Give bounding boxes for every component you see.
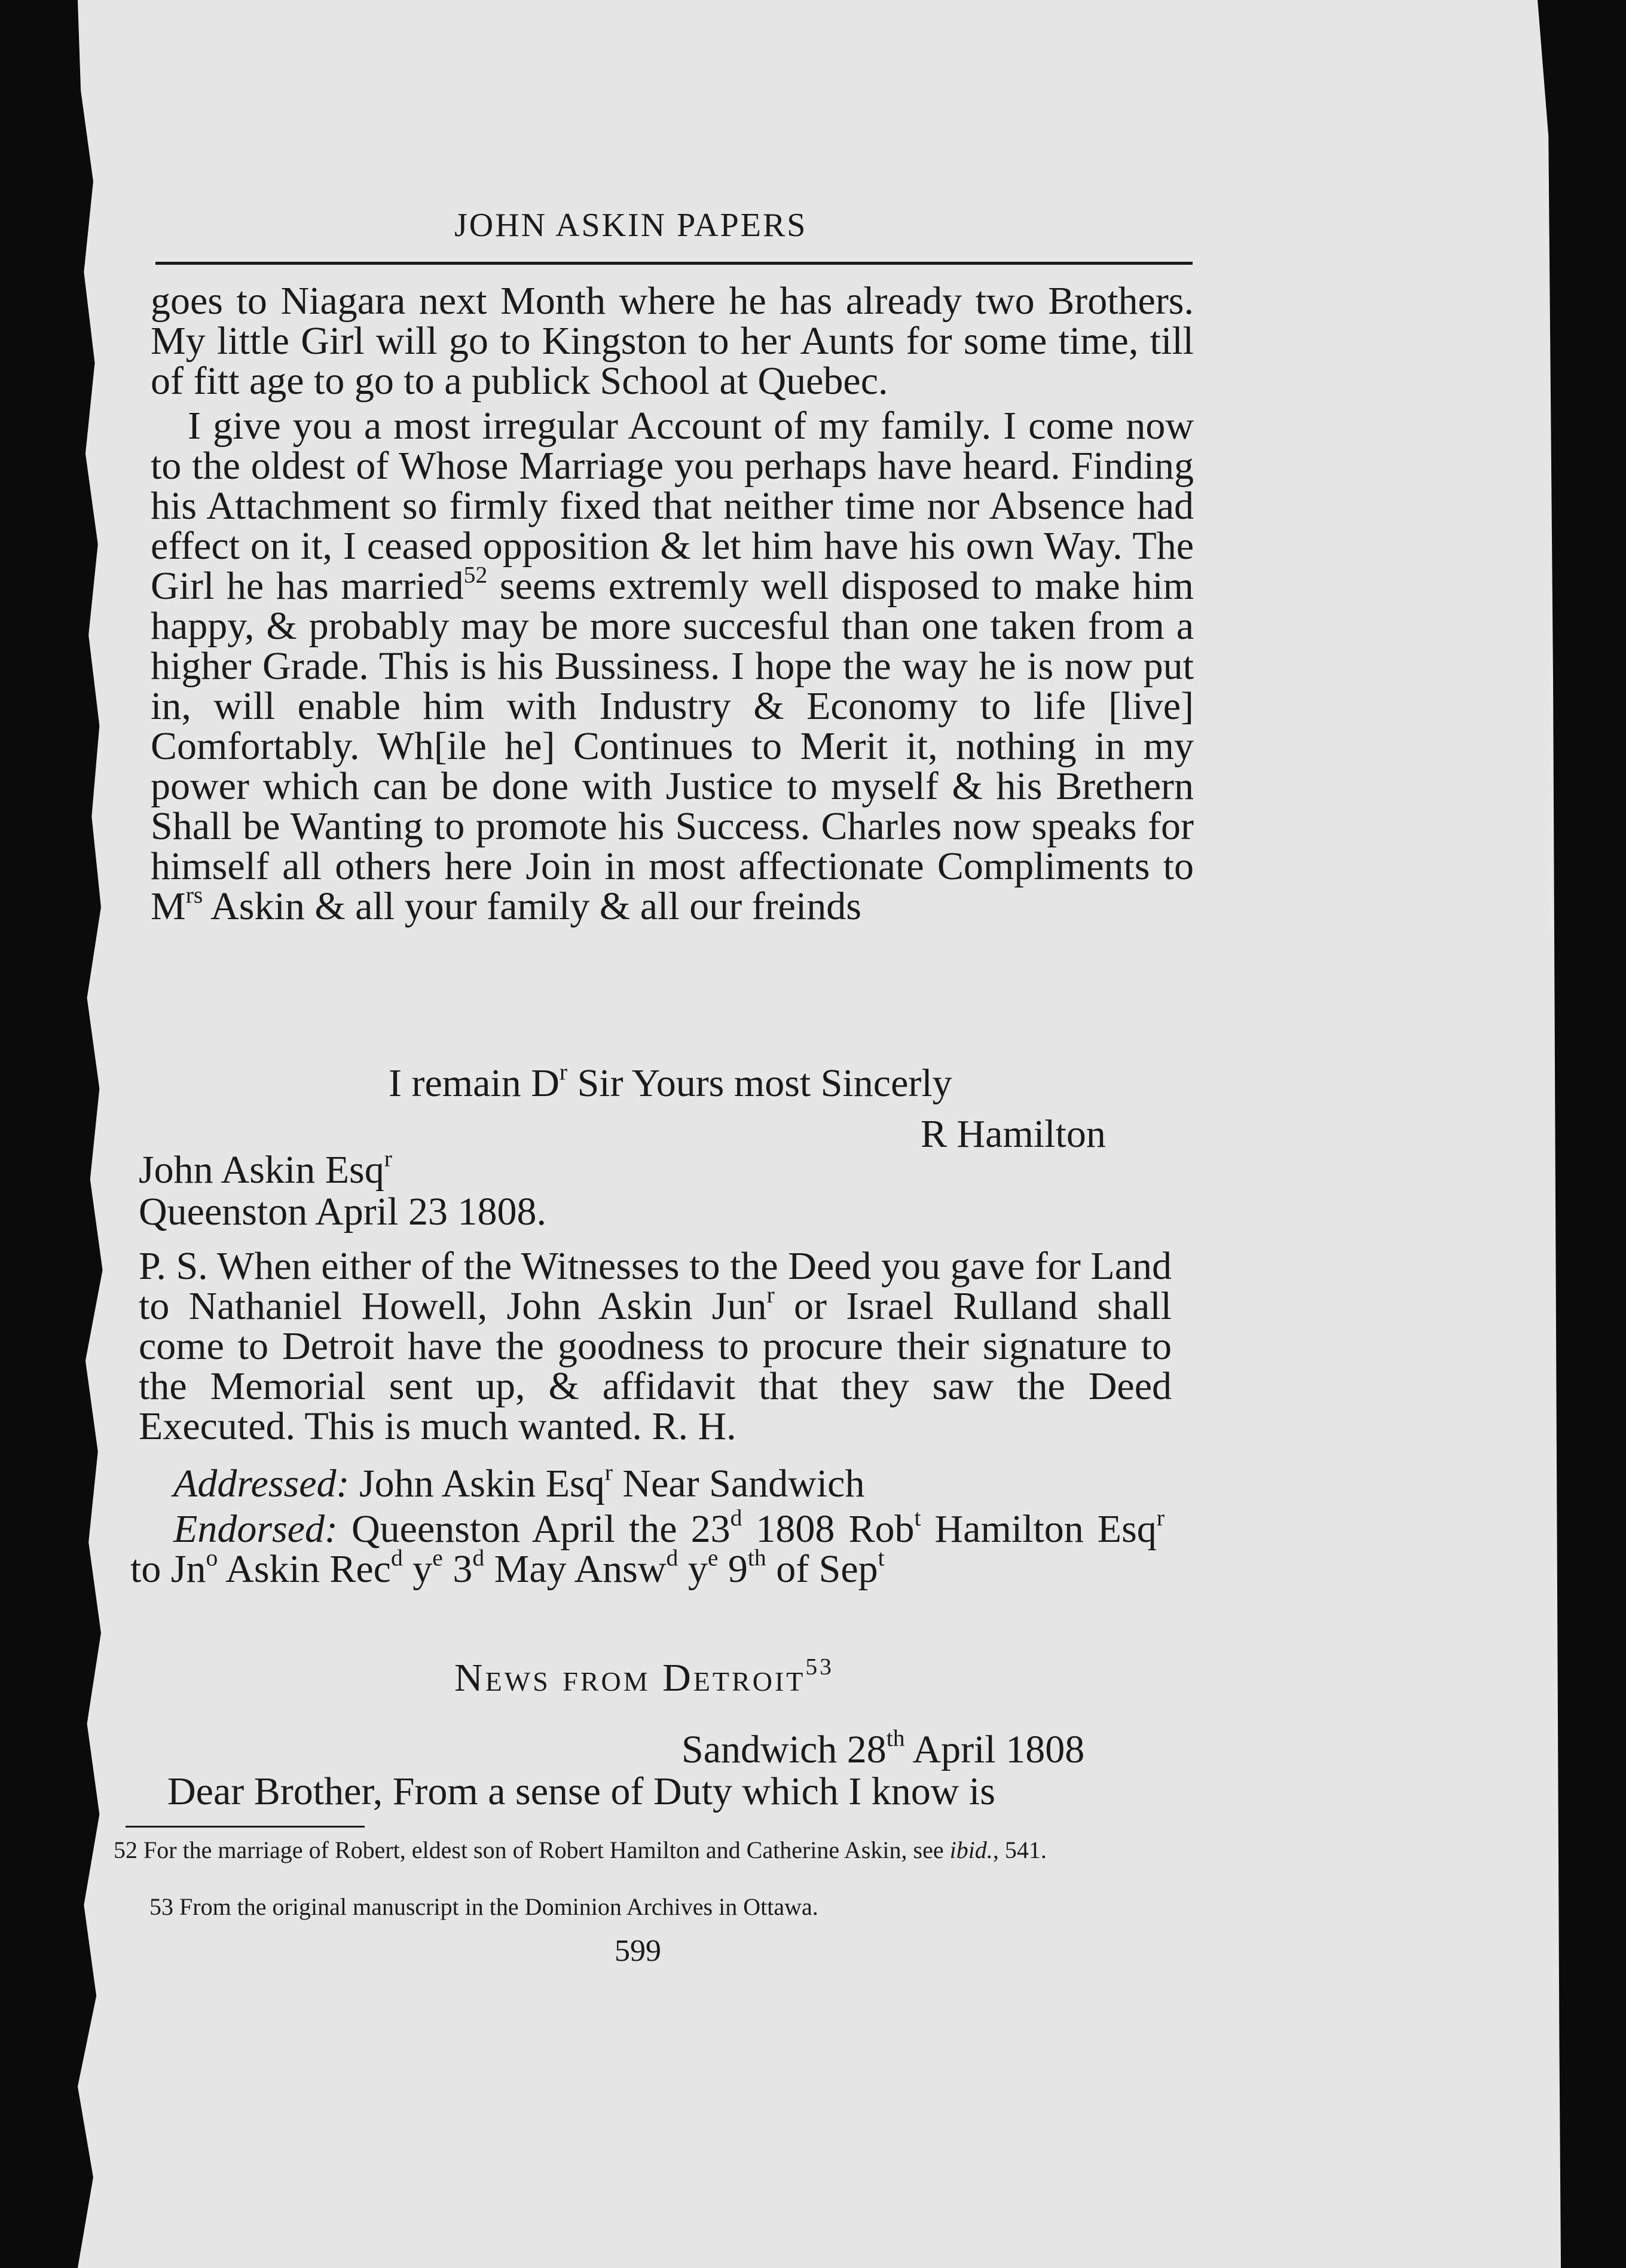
closing-line: I remain $D^r$ Sir Yours most Sincerly: [389, 1058, 952, 1105]
addressed-note: Addressed: John Askin Esq$^r$ Near Sandwich: [173, 1459, 865, 1505]
postscript: P. S. When either of the Witnesses to the Deed you gave for Land to Nathaniel Howell, John Askin Jun$^r$ or Israel Rulland shall come to Detroit have the goodness to procure their signature to the Memorial sent up, & affidavit that they saw the Deed Executed. This is much wanted. R. H.: [139, 1244, 1172, 1448]
footnote-ref-53[interactable]: 53: [805, 1653, 834, 1680]
page-number: 599: [615, 1934, 661, 1968]
paragraph-2: I give you a most irregular Account of my family. I come now to the oldest of Whose Marriage you perhaps have heard. Finding his Attachment so firmly fixed that neither time nor Absence had effect on it, I ceased opposition & let him have his own Way. The Girl he has married$^{52}$ seems extremly well disposed to make him happy, & probably may be more succesful than one taken from a higher Grade. This is his Bussiness. I hope the way he is now put in, will enable him with Industry & Economy to life [live] Comfortably. Wh[ile he] Continues to Merit it, nothing in my power which can be done with Justice to myself & his Brethern Shall be Wanting to promote his Success. Charles now speaks for himself all others here Join in most affectionate Compliments to $M^{rs}$ Askin & all your family & all our freinds: [151, 404, 1194, 928]
address-line-2: Queenston April 23 1808.: [139, 1190, 546, 1234]
letter-opening: Dear Brother, From a sense of Duty which I know is: [167, 1770, 995, 1813]
address-line-1: John Askin Esq$^r$: [139, 1145, 392, 1192]
running-header: JOHN ASKIN PAPERS: [454, 207, 808, 244]
signature: R Hamilton: [921, 1112, 1106, 1156]
header-rule: [155, 262, 1193, 265]
footnote-52: 52 For the marriage of Robert, eldest son of Robert Hamilton and Catherine Askin, see ibid., 541.: [114, 1837, 1047, 1863]
section-title: News from Detroit$^{53}$: [454, 1653, 834, 1700]
footnote-ref-52[interactable]: 52: [463, 561, 488, 588]
footnote-rule: [126, 1826, 365, 1828]
footnote-53: 53 From the original manuscript in the Dominion Archives in Ottawa.: [149, 1893, 818, 1920]
paragraph-1: goes to Niagara next Month where he has already two Brothers. My little Girl will go to Kingston to her Aunts for some time, till of fitt age to go to a publick School at Quebec.: [151, 279, 1194, 403]
dateline: Sandwich 28th April 1808: [681, 1725, 1085, 1771]
letter-body: [151, 281, 1194, 926]
endorsed-note: Endorsed: Queenston April the 23$^d$ 1808 Rob$^t$ Hamilton Esq$^r$ to Jn$^o$ Askin Rec$^d$ $y^e$ 3$^d$ May Answ$^d$ $y^e$ 9th of Sep$^t$: [130, 1504, 1165, 1591]
